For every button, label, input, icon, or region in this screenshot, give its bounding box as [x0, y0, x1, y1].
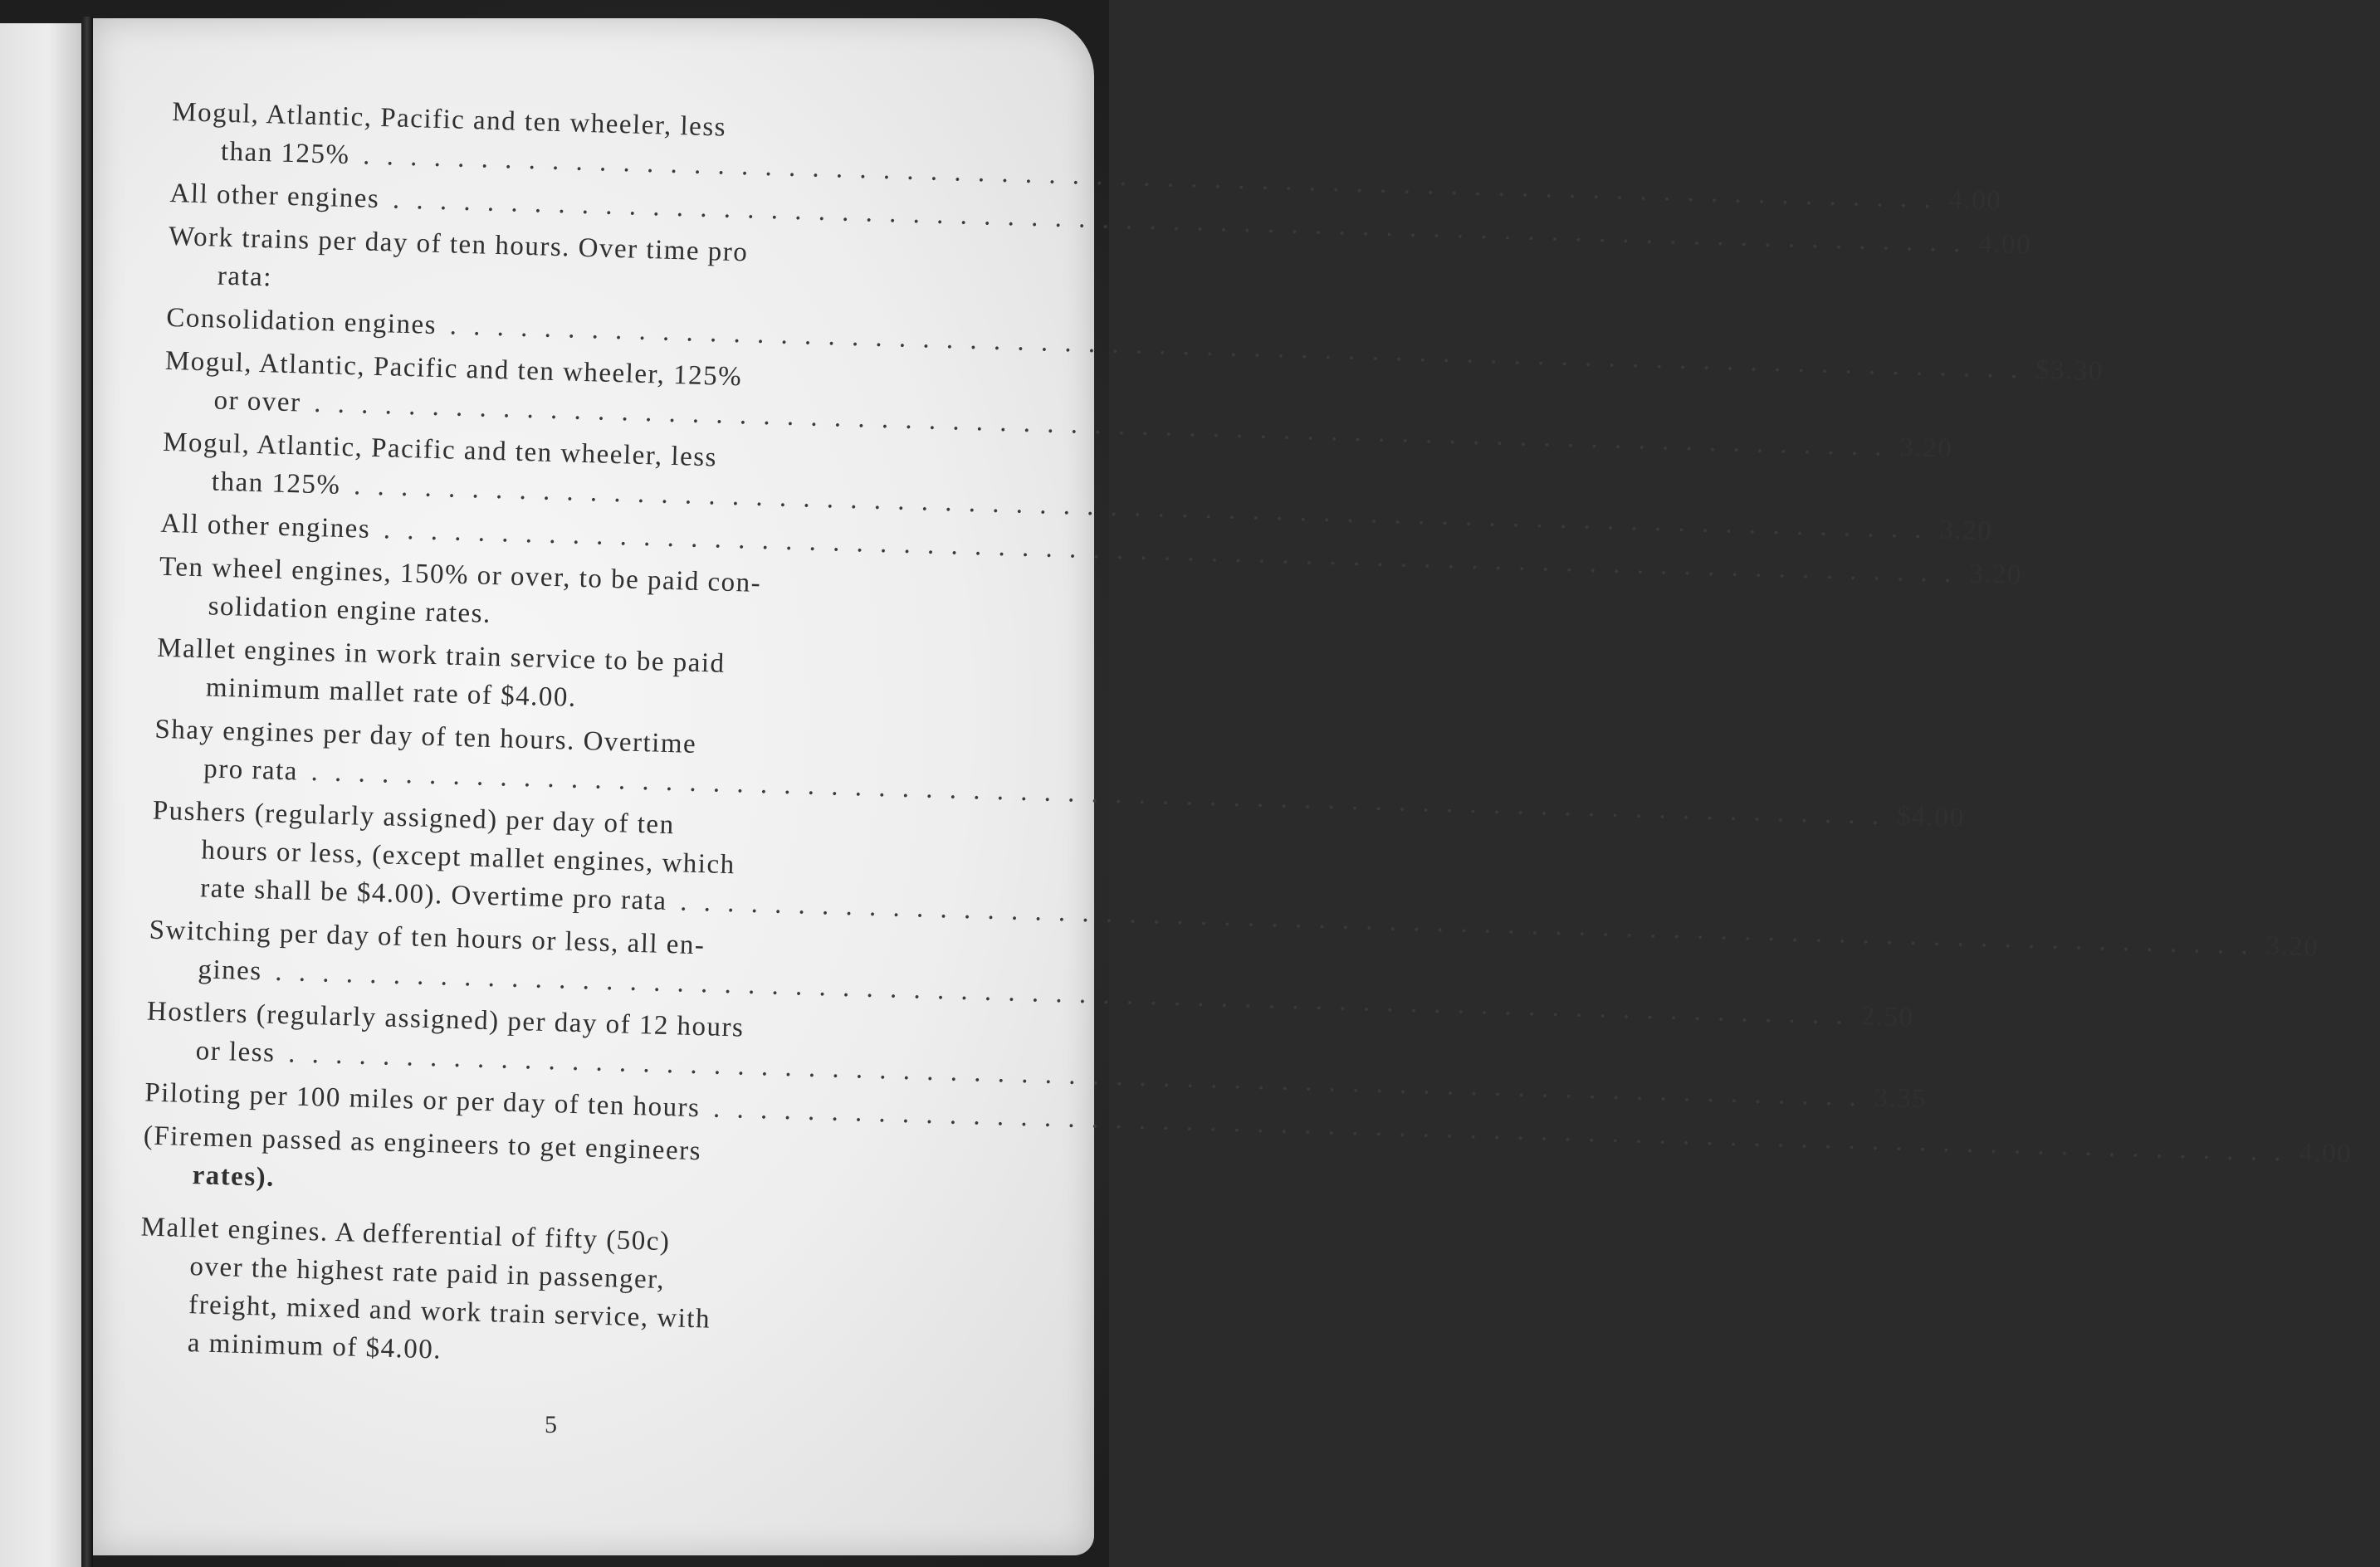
dot-leader: [713, 1094, 2287, 1168]
entry-text: over the highest rate paid in passenger,: [189, 1252, 666, 1296]
rate-label: pro rata: [203, 754, 299, 787]
entry-text: (Firemen passed as engineers to get engineers: [143, 1120, 702, 1167]
rate-label: than 125%: [211, 466, 341, 500]
entry-text: Work trains per day of ten hours. Over time pro: [168, 221, 749, 268]
entry-text: Switching per day of ten hours or less, all en-: [149, 915, 706, 961]
rate-value: $4.00: [1896, 801, 1966, 833]
entry-text: Mogul, Atlantic, Pacific and ten wheeler, less: [171, 96, 727, 143]
entry-text: hours or less, (except mallet engines, which: [201, 835, 736, 881]
rate-value: $3.30: [2035, 354, 2104, 388]
rate-value: 3.20: [1938, 515, 1993, 547]
rate-value: 3.20: [2265, 930, 2319, 963]
rate-value: 4.00: [1977, 228, 2032, 261]
left-page-edge: [0, 23, 81, 1567]
entry-text: Hostlers (regularly assigned) per day of 12 hours: [146, 996, 745, 1043]
rate-label: or over: [213, 385, 302, 418]
entry-text: Mogul, Atlantic, Pacific and ten wheeler, less: [162, 427, 718, 473]
rule-paragraph: [137, 1208, 946, 1383]
entry-text: minimum mallet rate of $4.00.: [205, 672, 578, 713]
rate-label: Consolidation engines: [165, 302, 437, 340]
entry-text: Mallet engines. A defferential of fifty (50c): [140, 1212, 671, 1257]
entry-text: Pushers (regularly assigned) per day of ten: [152, 795, 676, 841]
rate-label: gines: [198, 954, 263, 987]
rate-value: 3.20: [1899, 432, 1953, 465]
rate-label: rate shall be $4.00). Overtime pro rata: [199, 873, 668, 917]
rate-list: [137, 93, 2353, 1388]
rate-value: 3.20: [1968, 559, 2023, 591]
rate-label: Piloting per 100 miles or per day of ten hours: [144, 1077, 701, 1124]
entry-text: a minimum of $4.00.: [187, 1328, 442, 1365]
rule-paragraph: [142, 1117, 949, 1216]
entry-text: rata:: [217, 261, 273, 293]
rate-label: than 125%: [220, 136, 351, 170]
rate-value: 4.00: [2298, 1138, 2353, 1169]
entry-text: Shay engines per day of ten hours. Overtime: [154, 714, 697, 759]
rate-label: All other engines: [169, 178, 380, 215]
rate-label: or less: [195, 1036, 276, 1068]
entry-text: Mogul, Atlantic, Pacific and ten wheeler, 125%: [164, 345, 743, 393]
rate-value: 3.35: [1873, 1082, 1928, 1115]
entry-text: Ten wheel engines, 150% or over, to be paid con-: [159, 551, 762, 599]
entry-text: Mallet engines in work train service to be paid: [156, 632, 726, 679]
book-page: [93, 18, 2353, 1555]
rate-value: 2.50: [1860, 1001, 1914, 1032]
rate-value: 4.00: [1948, 184, 2002, 217]
page-number: 5: [545, 1411, 559, 1438]
rate-label: All other engines: [160, 508, 371, 544]
entry-text: rates).: [192, 1160, 276, 1193]
entry-text: freight, mixed and work train service, with: [188, 1290, 711, 1335]
entry-text: solidation engine rates.: [208, 591, 492, 629]
book-spine: [81, 17, 93, 1567]
